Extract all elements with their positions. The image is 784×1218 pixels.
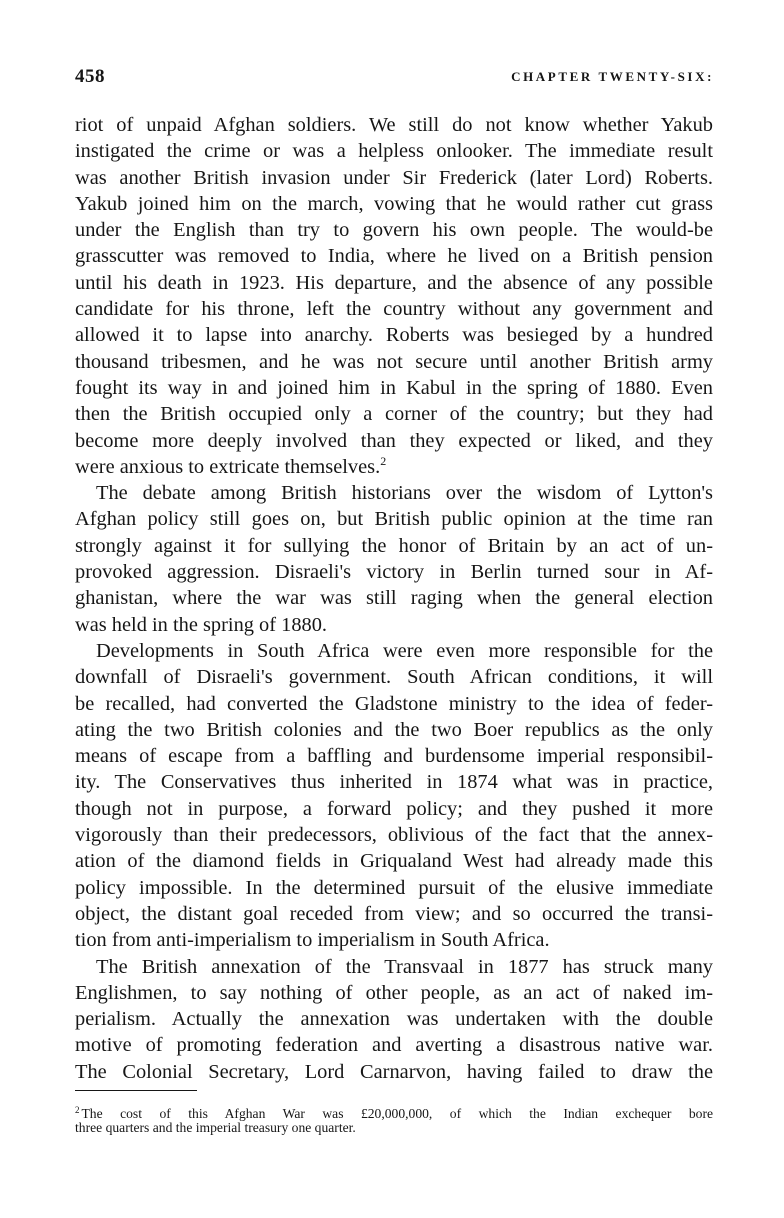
line-text: provoked aggression. Disraeli's victory in Berlin turned sour in Af- [75, 561, 713, 584]
line-text: perialism. Actually the annexation was undertaken with the double [75, 1008, 713, 1031]
text-line [75, 743, 713, 769]
line-text: ghanistan, where the war was still raging when the general election [75, 587, 713, 610]
line-text: be recalled, had converted the Gladstone ministry to the idea of feder- [75, 692, 713, 715]
text-line [75, 638, 713, 664]
line-text: riot of unpaid Afghan soldiers. We still do not know whether Yakub [75, 114, 713, 136]
line-text: downfall of Disraeli's government. South African conditions, it will [75, 666, 713, 689]
text-line [75, 217, 713, 243]
text-line [75, 401, 713, 427]
text-line [75, 980, 713, 1006]
line-text: under the English than try to govern his own people. The would-be [75, 219, 713, 242]
paragraph [75, 638, 713, 954]
line-text: means of escape from a baffling and burdensome imperial responsibil- [75, 745, 713, 768]
text-line [75, 875, 713, 901]
footnote-reference: 2 [380, 453, 387, 468]
text-line [75, 848, 713, 874]
paragraph [75, 480, 713, 638]
footnote-line [75, 1101, 713, 1119]
text-line [75, 901, 713, 927]
text-line [75, 769, 713, 795]
text-line [75, 559, 713, 585]
text-line [75, 296, 713, 322]
footnote-marker: 2 [75, 1105, 80, 1115]
text-line [75, 191, 713, 217]
line-text: was another British invasion under Sir Frederick (later Lord) Roberts. [75, 166, 713, 189]
line-text: instigated the crime or was a helpless onlooker. The immediate result [75, 140, 713, 163]
body-text [75, 112, 713, 1085]
footnote-text: three quarters and the imperial treasury one quarter. [75, 1120, 356, 1135]
text-line [75, 322, 713, 348]
line-text: Englishmen, to say nothing of other people, as an act of naked im- [75, 981, 713, 1004]
line-text: motive of promoting federation and averting a disastrous native war. [75, 1034, 713, 1057]
text-line [75, 796, 713, 822]
footnote-line [75, 1119, 713, 1137]
line-text: ity. The Conservatives thus inherited in 1874 what was in practice, [75, 771, 713, 794]
line-text: policy impossible. In the determined pursuit of the elusive immediate [75, 876, 713, 899]
text-line [75, 349, 713, 375]
text-line [75, 1059, 713, 1085]
line-text: allowed it to lapse into anarchy. Roberts was besieged by a hundred [75, 324, 713, 347]
text-line [75, 612, 713, 638]
line-text: ation of the diamond fields in Griqualand West had already made this [75, 850, 713, 873]
paragraph [75, 112, 713, 480]
text-line [75, 428, 713, 454]
text-line [75, 375, 713, 401]
line-text: strongly against it for sullying the honor of Britain by an act of un- [75, 534, 713, 557]
text-line [75, 664, 713, 690]
text-line [75, 1032, 713, 1058]
text-line [75, 533, 713, 559]
line-text: grasscutter was removed to India, where he lived on a British pension [75, 245, 713, 268]
footnote [75, 1101, 713, 1137]
line-text: was held in the spring of 1880. [75, 613, 328, 636]
line-text: object, the distant goal receded from view; and so occurred the transi- [75, 902, 713, 925]
text-line [75, 138, 713, 164]
text-line [75, 717, 713, 743]
line-text: vigorously than their predecessors, oblivious of the fact that the annex- [75, 824, 713, 847]
text-line [75, 1006, 713, 1032]
line-text: though not in purpose, a forward policy; and they pushed it more [75, 797, 713, 820]
line-text: Developments in South Africa were even more responsible for the [96, 639, 713, 662]
line-text: were anxious to extricate themselves. [75, 455, 381, 478]
text-line [75, 506, 713, 532]
line-text: fought its way in and joined him in Kabul in the spring of 1880. Even [75, 376, 713, 399]
line-text: The debate among British historians over the wisdom of Lytton's [96, 482, 713, 505]
text-line [75, 243, 713, 269]
text-line [75, 480, 713, 506]
text-line [75, 691, 713, 717]
text-line [75, 822, 713, 848]
page-number: 458 [75, 66, 105, 87]
line-text: candidate for his throne, left the country without any government and [75, 298, 713, 321]
text-line [75, 585, 713, 611]
line-text: Afghan policy still goes on, but British public opinion at the time ran [75, 508, 713, 531]
page-header [75, 66, 714, 90]
footnote-rule [75, 1090, 197, 1091]
line-text: thousand tribesmen, and he was not secure until another British army [75, 350, 713, 373]
text-line [75, 270, 713, 296]
footnote-text: The cost of this Afghan War was £20,000,000, of which the Indian exchequer bore [81, 1106, 713, 1121]
text-line [75, 165, 713, 191]
line-text: become more deeply involved than they expected or liked, and they [75, 429, 713, 452]
line-text: tion from anti-imperialism to imperialism in South Africa. [75, 929, 550, 952]
text-line [75, 954, 713, 980]
line-text: ating the two British colonies and the two Boer republics as the only [75, 718, 713, 741]
paragraph [75, 954, 713, 1085]
line-text: The British annexation of the Transvaal in 1877 has struck many [96, 955, 713, 978]
text-line [75, 112, 713, 138]
text-line [75, 927, 713, 953]
line-text: The Colonial Secretary, Lord Carnarvon, having failed to draw the [75, 1060, 713, 1083]
line-text: then the British occupied only a corner of the country; but they had [75, 403, 713, 426]
text-line [75, 454, 713, 480]
running-head: CHAPTER TWENTY-SIX: [511, 69, 714, 84]
line-text: Yakub joined him on the march, vowing that he would rather cut grass [75, 192, 713, 215]
line-text: until his death in 1923. His departure, and the absence of any possible [75, 271, 713, 294]
